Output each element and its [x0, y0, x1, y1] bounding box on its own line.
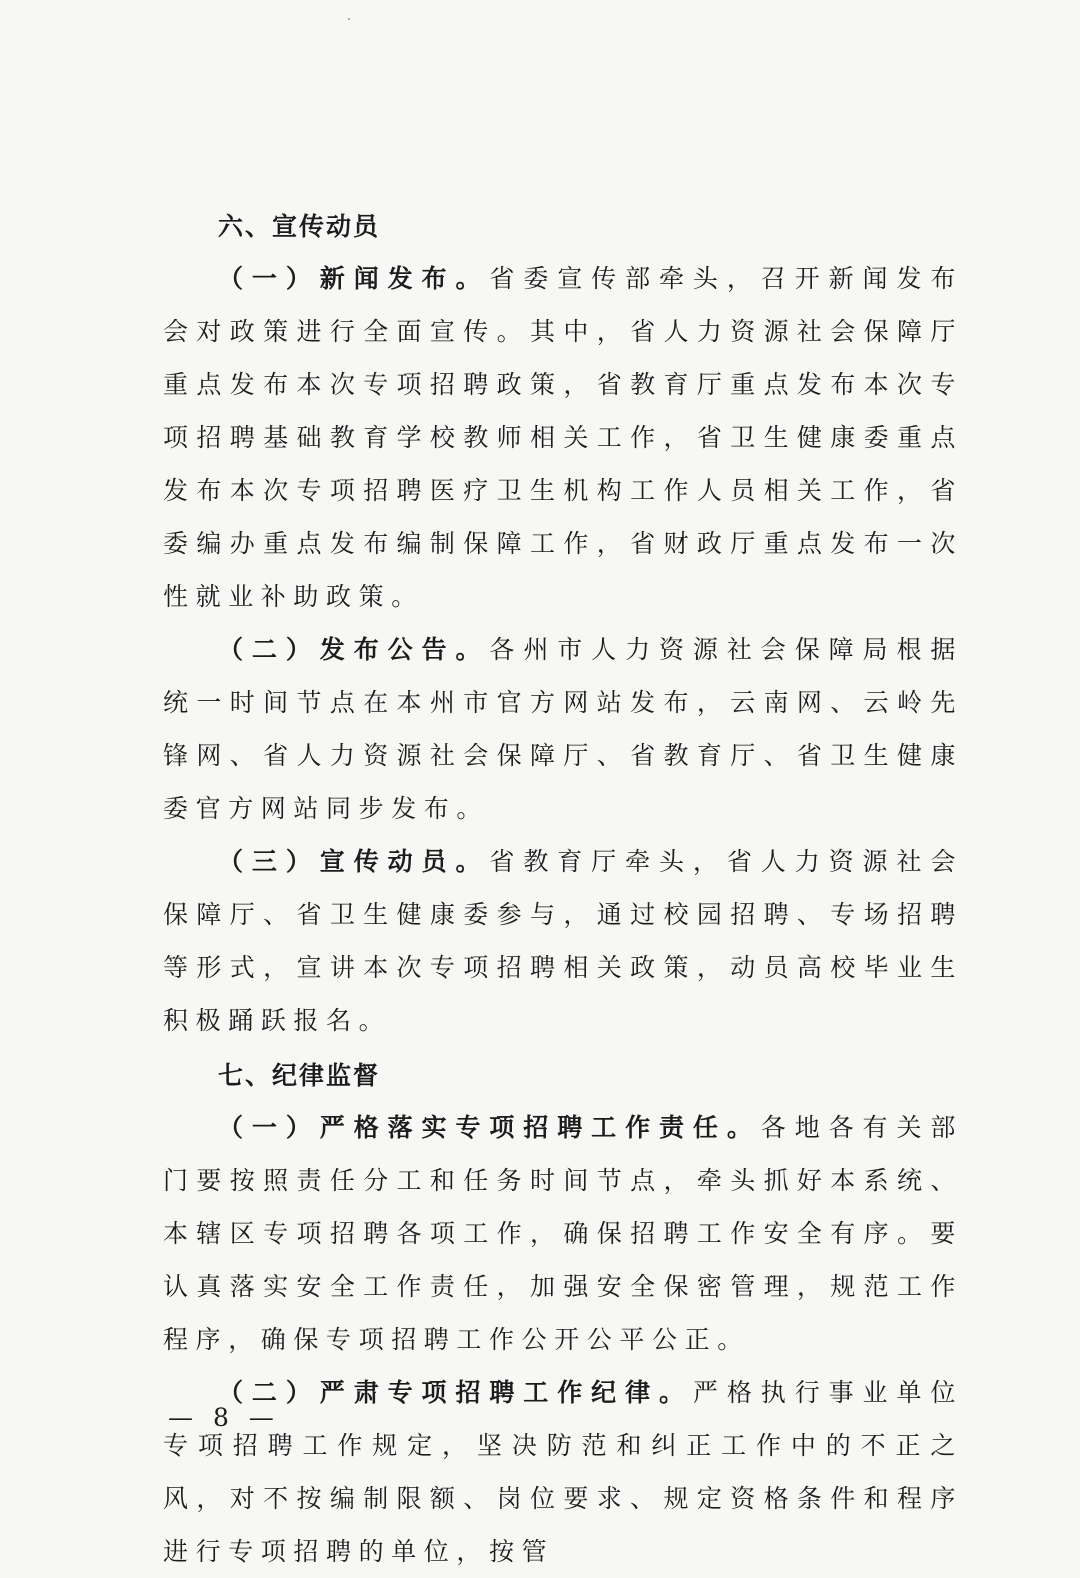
paragraph-6-2 [163, 623, 963, 835]
paragraph-text: 各地各有关部门要按照责任分工和任务时间节点，牵头抓好本系统、本辖区专项招聘各项工作，确保招聘工作安全有序。要认真落实安全工作责任，加强安全保密管理，规范工作程序，确保专项招聘工作公开公平公正。 [163, 1113, 963, 1354]
section-heading-7: 七、纪律监督 [218, 1061, 381, 1090]
paragraph-6-1 [163, 252, 963, 623]
paragraph-text: 省教育厅牵头，省人力资源社会保障厅、省卫生健康委参与，通过校园招聘、专场招聘等形式，宣讲本次专项招聘相关政策，动员高校毕业生积极踊跃报名。 [163, 847, 963, 1035]
paragraph-lead: （二）发布公告。 [218, 635, 490, 664]
paragraph-7-1 [163, 1101, 963, 1366]
paragraph-text: 省委宣传部牵头，召开新闻发布会对政策进行全面宣传。其中，省人力资源社会保障厅重点发布本次专项招聘政策，省教育厅重点发布本次专项招聘基础教育学校教师相关工作，省卫生健康委重点发布本次专项招聘医疗卫生机构工作人员相关工作，省委编办重点发布编制保障工作，省财政厅重点发布一次性就业补助政策。 [163, 264, 963, 611]
paragraph-lead: （二）严肃专项招聘工作纪律。 [218, 1378, 693, 1407]
section-heading-6: 六、宣传动员 [218, 212, 381, 241]
scan-speck [348, 18, 350, 20]
paragraph-lead: （一）严格落实专项招聘工作责任。 [218, 1113, 761, 1142]
document-body [163, 198, 963, 1578]
paragraph-lead: （三）宣传动员。 [218, 847, 490, 876]
paragraph-lead: （一）新闻发布。 [218, 264, 490, 293]
paragraph-6-3 [163, 835, 963, 1047]
paragraph-text: 严格执行事业单位专项招聘工作规定，坚决防范和纠正工作中的不正之风，对不按编制限额、岗位要求、规定资格条件和程序进行专项招聘的单位，按管 [163, 1378, 963, 1566]
paragraph-7-2 [163, 1366, 963, 1578]
paragraph-text: 各州市人力资源社会保障局根据统一时间节点在本州市官方网站发布，云南网、云岭先锋网、省人力资源社会保障厅、省教育厅、省卫生健康委官方网站同步发布。 [163, 635, 963, 823]
page-number: — 8 — [168, 1403, 280, 1432]
